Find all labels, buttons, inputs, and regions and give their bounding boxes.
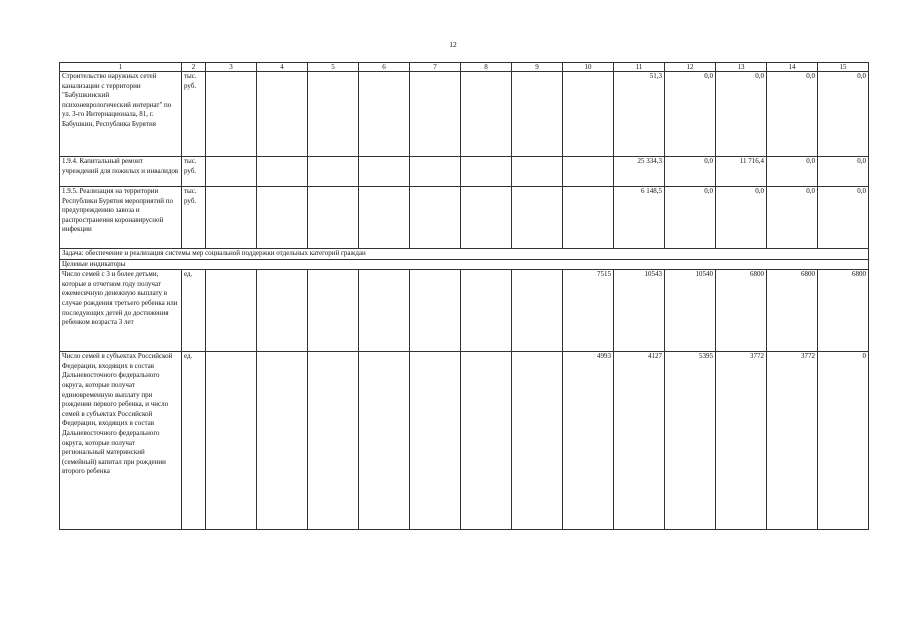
table-cell: 3772 [767, 352, 818, 530]
table-cell: 0 [818, 352, 869, 530]
column-header: 11 [614, 63, 665, 72]
table-cell: 6800 [818, 270, 869, 352]
column-header: 12 [665, 63, 716, 72]
table-cell: 0,0 [716, 72, 767, 157]
row-name: 1.9.4. Капитальный ремонт учреждений для пожилых и инвалидов [60, 157, 182, 187]
row-name: Число семей с 3 и более детьми, которые в отчетном году получат ежемесячную денежную выплату в случае рождения третьего ребенка или последующих детей до достижения ребенком возраста 3 лет [60, 270, 182, 352]
column-header: 2 [182, 63, 206, 72]
table-cell [512, 157, 563, 187]
table-cell [512, 352, 563, 530]
table-cell [206, 270, 257, 352]
table-cell: 11 716,4 [716, 157, 767, 187]
table-cell [359, 187, 410, 249]
table-cell: 6 148,5 [614, 187, 665, 249]
table-cell [308, 157, 359, 187]
table-cell: 7515 [563, 270, 614, 352]
table-cell [512, 72, 563, 157]
row-unit: тыс. руб. [182, 157, 206, 187]
table-cell: 4993 [563, 352, 614, 530]
table-cell: 0,0 [716, 187, 767, 249]
page-number: 12 [449, 40, 457, 49]
table-cell [563, 157, 614, 187]
task-row [60, 249, 869, 260]
table-cell: 6800 [716, 270, 767, 352]
table-cell [410, 72, 461, 157]
column-header: 8 [461, 63, 512, 72]
table-cell: 0,0 [767, 72, 818, 157]
table-cell [206, 72, 257, 157]
row-name: Число семей в субъектах Российской Федерации, входящих в состав Дальневосточного федерального округа, которые получат единовременную выплату при рождении первого ребенка, и число семей в субъектах Российской Федерации, входящих в состав Дальневосточного федерального округа, которые получат региональный материнский (семейный) капитал при рождении второго ребенка [60, 352, 182, 530]
table-cell [359, 157, 410, 187]
table-cell: 51,3 [614, 72, 665, 157]
table-cell [308, 270, 359, 352]
table-cell [308, 187, 359, 249]
column-header: 13 [716, 63, 767, 72]
table-cell: 10540 [665, 270, 716, 352]
indicator-table [59, 62, 869, 530]
column-header: 15 [818, 63, 869, 72]
table-cell [257, 352, 308, 530]
column-header: 4 [257, 63, 308, 72]
column-header: 9 [512, 63, 563, 72]
table-cell: 3772 [716, 352, 767, 530]
table-cell: 0,0 [818, 72, 869, 157]
table-cell: 6800 [767, 270, 818, 352]
table-cell [359, 352, 410, 530]
section-label: Целевые индикаторы [60, 259, 869, 270]
table-cell [410, 157, 461, 187]
table-cell [563, 187, 614, 249]
table-cell: 0,0 [665, 187, 716, 249]
table-cell [257, 187, 308, 249]
table-cell [257, 72, 308, 157]
table-cell [206, 187, 257, 249]
section-row [60, 259, 869, 270]
table-cell [512, 187, 563, 249]
table-cell [359, 72, 410, 157]
table-cell [359, 270, 410, 352]
table-cell: 25 334,3 [614, 157, 665, 187]
task-label: Задача: обеспечение и реализация системы мер социальной поддержки отдельных категорий граждан [60, 249, 869, 260]
table-row [60, 157, 869, 187]
table-cell: 0,0 [665, 157, 716, 187]
row-name: Строительство наружных сетей канализации с территории "Бабушкинский психоневрологический интернат" по ул. 3-го Интернационала, 81, г. Бабушкин, Республика Бурятия [60, 72, 182, 157]
table-cell [461, 352, 512, 530]
table-cell [461, 72, 512, 157]
column-header: 1 [60, 63, 182, 72]
table-cell [308, 72, 359, 157]
table-row [60, 72, 869, 157]
table-cell: 0,0 [818, 187, 869, 249]
row-unit: тыс. руб. [182, 72, 206, 157]
table-row [60, 270, 869, 352]
column-header: 3 [206, 63, 257, 72]
row-unit: ед. [182, 352, 206, 530]
table-row [60, 352, 869, 530]
table-cell [308, 352, 359, 530]
table-cell: 0,0 [818, 157, 869, 187]
column-header: 6 [359, 63, 410, 72]
column-header: 14 [767, 63, 818, 72]
header-row [60, 63, 869, 72]
table-cell: 5395 [665, 352, 716, 530]
table-cell [410, 352, 461, 530]
table-cell [410, 270, 461, 352]
table-cell: 0,0 [767, 157, 818, 187]
table-cell [512, 270, 563, 352]
table-cell [206, 157, 257, 187]
row-unit: тыс. руб. [182, 187, 206, 249]
table-cell [461, 270, 512, 352]
row-name: 1.9.5. Реализация на территории Республики Бурятия мероприятий по предупреждению завоза и распространения коронавирусной инфекции [60, 187, 182, 249]
table-cell: 0,0 [665, 72, 716, 157]
table-cell [257, 270, 308, 352]
column-header: 10 [563, 63, 614, 72]
table-cell [206, 352, 257, 530]
row-unit: ед. [182, 270, 206, 352]
table-cell [257, 157, 308, 187]
table-cell: 10543 [614, 270, 665, 352]
table-cell [410, 187, 461, 249]
table-row [60, 187, 869, 249]
table-cell: 4127 [614, 352, 665, 530]
column-header: 7 [410, 63, 461, 72]
table-cell [461, 157, 512, 187]
table-cell: 0,0 [767, 187, 818, 249]
table-cell [461, 187, 512, 249]
column-header: 5 [308, 63, 359, 72]
table-cell [563, 72, 614, 157]
